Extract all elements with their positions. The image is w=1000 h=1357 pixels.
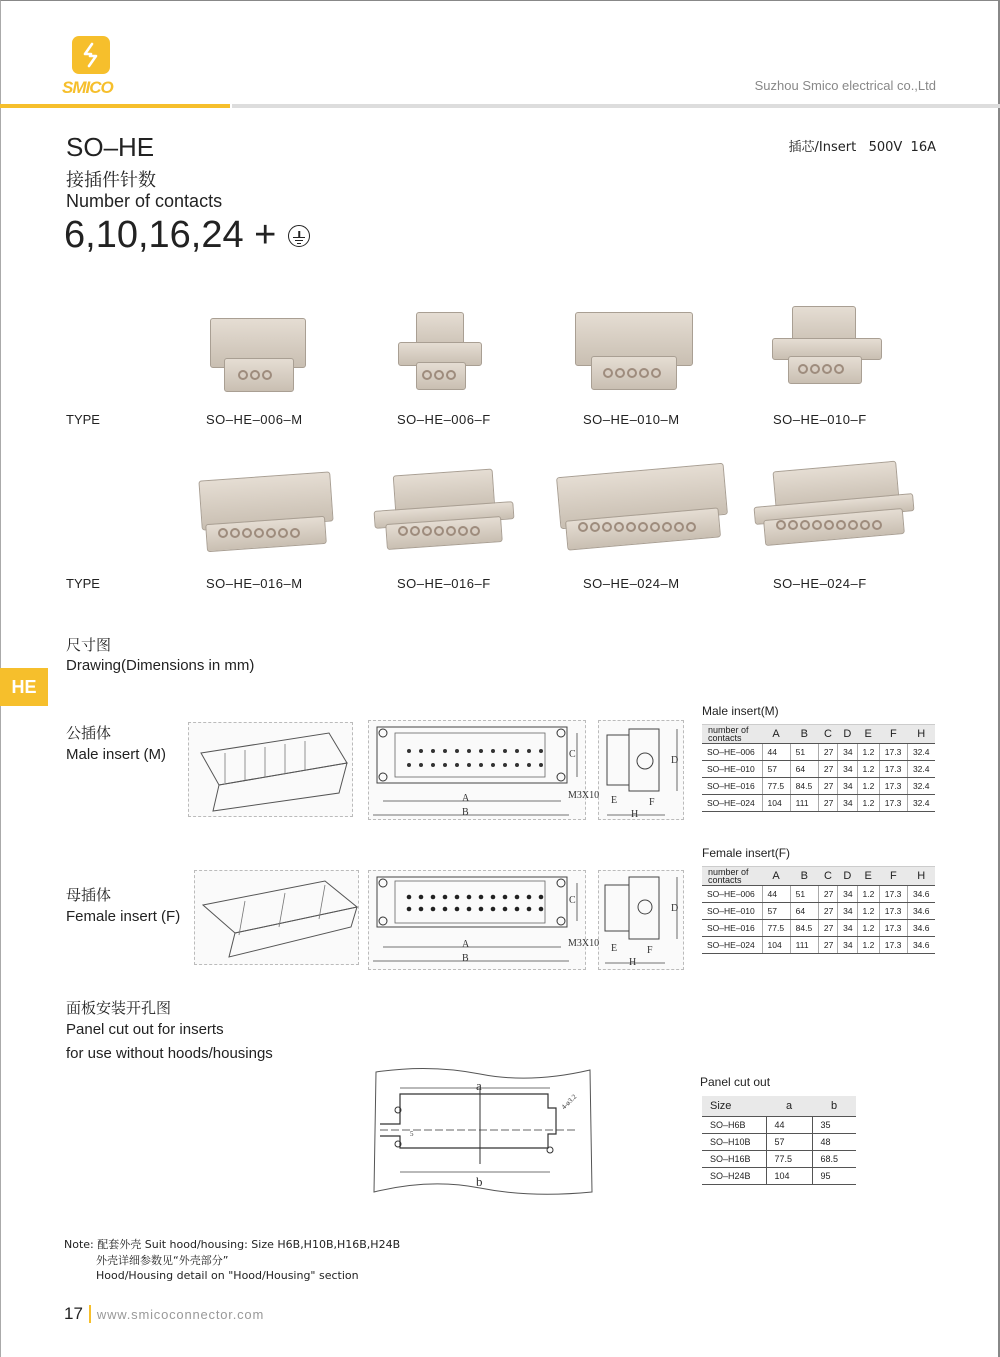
table-cell: 27 — [818, 778, 837, 795]
page-number: 17 — [64, 1304, 83, 1323]
table-cell: 44 — [762, 744, 790, 761]
female-insert-front-view — [368, 870, 586, 970]
table-cell: 44 — [762, 886, 790, 903]
website-link[interactable]: www.smicoconnector.com — [96, 1306, 265, 1322]
table-cell: 1.2 — [857, 937, 879, 954]
table-row — [702, 1167, 856, 1184]
dim-b: B — [462, 953, 469, 964]
table-cell: SO–HE–016 — [702, 920, 762, 937]
female-insert-table — [702, 866, 935, 954]
product-image-006-f — [390, 312, 490, 392]
col-header: H — [907, 867, 935, 886]
table-cell: 64 — [790, 761, 818, 778]
footer-divider — [89, 1305, 91, 1323]
table-cell: 27 — [818, 886, 837, 903]
dim-f: F — [649, 797, 655, 808]
table-cell: 17.3 — [879, 937, 907, 954]
table-cell: 1.2 — [857, 761, 879, 778]
table-cell: 34 — [838, 937, 857, 954]
dim-e: E — [611, 943, 618, 954]
type-name: SO–HE–024–M — [583, 576, 680, 591]
screw-label: M3X10 — [568, 938, 600, 949]
table-cell: 84.5 — [790, 920, 818, 937]
table-cell: 17.3 — [879, 744, 907, 761]
dim-a: A — [462, 939, 470, 950]
type-label: TYPE — [66, 412, 100, 427]
dim-c: C — [569, 749, 576, 760]
header-divider-accent — [0, 104, 230, 108]
dim-h: H — [631, 809, 639, 820]
table-cell: 51 — [790, 744, 818, 761]
smico-logo — [62, 36, 122, 98]
table-cell: SO–HE–006 — [702, 744, 762, 761]
dim-e: E — [611, 795, 618, 806]
table-cell: 1.2 — [857, 795, 879, 812]
table-cell: 27 — [818, 920, 837, 937]
col-header: C — [818, 725, 837, 744]
panel-title-cn: 面板安装开孔图 — [66, 999, 172, 1017]
panel-cutout-table — [702, 1096, 856, 1185]
female-insert-side-view — [598, 870, 684, 970]
table-cell: 27 — [818, 744, 837, 761]
table-cell: 32.4 — [907, 795, 935, 812]
col-header: A — [762, 867, 790, 886]
header-divider — [232, 104, 1000, 108]
note-line-2: 外壳详细参数见“外壳部分” — [96, 1253, 229, 1267]
note-line-3: Hood/Housing detail on "Hood/Housing" section — [96, 1269, 359, 1282]
table-cell: 34 — [838, 761, 857, 778]
dim-a: A — [462, 793, 470, 804]
product-image-016-f — [372, 470, 518, 560]
table-cell: 1.2 — [857, 744, 879, 761]
table-cell: 32.4 — [907, 778, 935, 795]
table-cell: SO–HE–010 — [702, 903, 762, 920]
panel-subtitle-en: for use without hoods/housings — [66, 1045, 273, 1062]
table-cell: 17.3 — [879, 903, 907, 920]
product-image-010-m — [575, 312, 695, 392]
type-name: SO–HE–010–M — [583, 412, 680, 427]
panel-dim-a: a — [476, 1078, 482, 1093]
table-row — [702, 903, 935, 920]
table-cell: SO–HE–024 — [702, 937, 762, 954]
table-cell: 32.4 — [907, 744, 935, 761]
table-cell: SO–HE–024 — [702, 795, 762, 812]
table-cell: 35 — [812, 1116, 856, 1133]
table-cell: 104 — [766, 1167, 812, 1184]
table-cell: 104 — [762, 795, 790, 812]
table-row — [702, 744, 935, 761]
subtitle-cn: 接插件针数 — [66, 170, 156, 191]
table-cell: 77.5 — [766, 1150, 812, 1167]
table-row — [702, 761, 935, 778]
panel-table-title: Panel cut out — [700, 1075, 771, 1089]
table-cell: 27 — [818, 795, 837, 812]
male-insert-table — [702, 724, 935, 812]
type-name: SO–HE–016–M — [206, 576, 303, 591]
insert-rating: 插芯/Insert 500V 16A — [788, 140, 936, 155]
table-cell: SO–H6B — [702, 1116, 766, 1133]
type-name: SO–HE–024–F — [773, 576, 867, 591]
screw-label: M3X10 — [568, 790, 600, 801]
col-header: B — [790, 867, 818, 886]
col-header: E — [857, 867, 879, 886]
logo-text: SMICO — [62, 78, 113, 97]
table-cell: 111 — [790, 795, 818, 812]
female-table-title: Female insert(F) — [702, 846, 791, 860]
dim-d: D — [671, 903, 679, 914]
table-cell: 1.2 — [857, 778, 879, 795]
female-insert-label-en: Female insert (F) — [66, 908, 181, 925]
col-header: number of contacts — [702, 867, 762, 886]
dim-b: B — [462, 807, 469, 818]
note-line-1: Note: 配套外壳 Suit hood/housing: Size H6B,H10B,H16B,H24B — [64, 1238, 401, 1251]
table-cell: 34.6 — [907, 920, 935, 937]
drawing-title-cn: 尺寸图 — [66, 636, 112, 654]
col-header: Size — [702, 1096, 766, 1116]
table-cell: 95 — [812, 1167, 856, 1184]
table-cell: SO–H10B — [702, 1133, 766, 1150]
table-row — [702, 1150, 856, 1167]
table-cell: 77.5 — [762, 920, 790, 937]
table-row — [702, 1116, 856, 1133]
col-header: C — [818, 867, 837, 886]
table-cell: 57 — [766, 1133, 812, 1150]
table-cell: 111 — [790, 937, 818, 954]
table-row — [702, 1133, 856, 1150]
table-cell: 34.6 — [907, 937, 935, 954]
table-cell: 104 — [762, 937, 790, 954]
drawing-title-en: Drawing(Dimensions in mm) — [66, 657, 255, 674]
table-cell: 17.3 — [879, 886, 907, 903]
table-row — [702, 937, 935, 954]
male-insert-isometric-drawing — [188, 722, 353, 817]
table-cell: SO–H24B — [702, 1167, 766, 1184]
table-cell: 1.2 — [857, 886, 879, 903]
table-cell: 32.4 — [907, 761, 935, 778]
table-cell: 77.5 — [762, 778, 790, 795]
protective-earth-icon — [288, 225, 310, 247]
product-image-010-f — [768, 306, 888, 386]
table-cell: SO–HE–006 — [702, 886, 762, 903]
col-header: a — [766, 1096, 812, 1116]
table-cell: 17.3 — [879, 761, 907, 778]
male-table-title: Male insert(M) — [702, 704, 779, 718]
panel-dim-w: 5 — [410, 1130, 414, 1138]
table-cell: 34.6 — [907, 886, 935, 903]
table-cell: SO–HE–010 — [702, 761, 762, 778]
table-cell: 34 — [838, 795, 857, 812]
col-header: b — [812, 1096, 856, 1116]
panel-dim-b: b — [476, 1174, 483, 1189]
table-cell: 68.5 — [812, 1150, 856, 1167]
table-cell: 34 — [838, 886, 857, 903]
female-insert-isometric-drawing — [194, 870, 359, 965]
dim-h: H — [629, 957, 637, 968]
dim-c: C — [569, 895, 576, 906]
table-cell: 34 — [838, 778, 857, 795]
table-row — [702, 778, 935, 795]
table-cell: 27 — [818, 937, 837, 954]
logo-bolt-icon — [72, 36, 110, 74]
female-insert-label-cn: 母插体 — [66, 886, 112, 904]
contact-counts — [64, 214, 310, 257]
type-name: SO–HE–010–F — [773, 412, 867, 427]
table-cell: 57 — [762, 903, 790, 920]
page-title: SO–HE — [66, 132, 155, 162]
table-cell: 34 — [838, 744, 857, 761]
col-header: number of contacts — [702, 725, 762, 744]
table-cell: SO–HE–016 — [702, 778, 762, 795]
table-cell: SO–H16B — [702, 1150, 766, 1167]
table-cell: 27 — [818, 903, 837, 920]
subtitle-en: Number of contacts — [66, 191, 223, 211]
table-cell: 57 — [762, 761, 790, 778]
table-cell: 34.6 — [907, 903, 935, 920]
table-cell: 64 — [790, 903, 818, 920]
panel-title-en: Panel cut out for inserts — [66, 1021, 224, 1038]
table-row — [702, 795, 935, 812]
table-cell: 17.3 — [879, 778, 907, 795]
col-header: D — [838, 867, 857, 886]
col-header: D — [838, 725, 857, 744]
male-insert-side-view — [598, 720, 684, 820]
col-header: F — [879, 725, 907, 744]
product-image-024-f — [754, 464, 916, 554]
panel-cutout-drawing — [370, 1064, 596, 1198]
table-cell: 27 — [818, 761, 837, 778]
product-image-006-m — [210, 318, 310, 388]
table-row — [702, 920, 935, 937]
dim-f: F — [647, 945, 653, 956]
table-cell: 17.3 — [879, 920, 907, 937]
type-name: SO–HE–006–F — [397, 412, 491, 427]
type-label: TYPE — [66, 576, 100, 591]
table-cell: 48 — [812, 1133, 856, 1150]
col-header: A — [762, 725, 790, 744]
table-cell: 1.2 — [857, 903, 879, 920]
product-image-024-m — [556, 462, 728, 552]
dim-d: D — [671, 755, 679, 766]
type-name: SO–HE–006–M — [206, 412, 303, 427]
contact-count-text: 6,10,16,24 + — [64, 214, 277, 256]
table-cell: 34 — [838, 903, 857, 920]
col-header: H — [907, 725, 935, 744]
male-insert-front-view — [368, 720, 586, 820]
table-cell: 17.3 — [879, 795, 907, 812]
table-cell: 84.5 — [790, 778, 818, 795]
table-cell: 34 — [838, 920, 857, 937]
col-header: E — [857, 725, 879, 744]
note-block — [64, 1237, 400, 1284]
col-header: F — [879, 867, 907, 886]
type-name: SO–HE–016–F — [397, 576, 491, 591]
table-row — [702, 886, 935, 903]
company-name: Suzhou Smico electrical co.,Ltd — [754, 78, 936, 93]
col-header: B — [790, 725, 818, 744]
table-cell: 44 — [766, 1116, 812, 1133]
table-cell: 1.2 — [857, 920, 879, 937]
page-footer — [64, 1304, 264, 1324]
panel-dim-hole: 4-ø3.2 — [559, 1092, 579, 1112]
table-cell: 51 — [790, 886, 818, 903]
male-insert-label-cn: 公插体 — [66, 724, 112, 742]
male-insert-label-en: Male insert (M) — [66, 746, 167, 763]
product-image-016-m — [196, 472, 336, 562]
section-tab-he: HE — [0, 668, 48, 706]
